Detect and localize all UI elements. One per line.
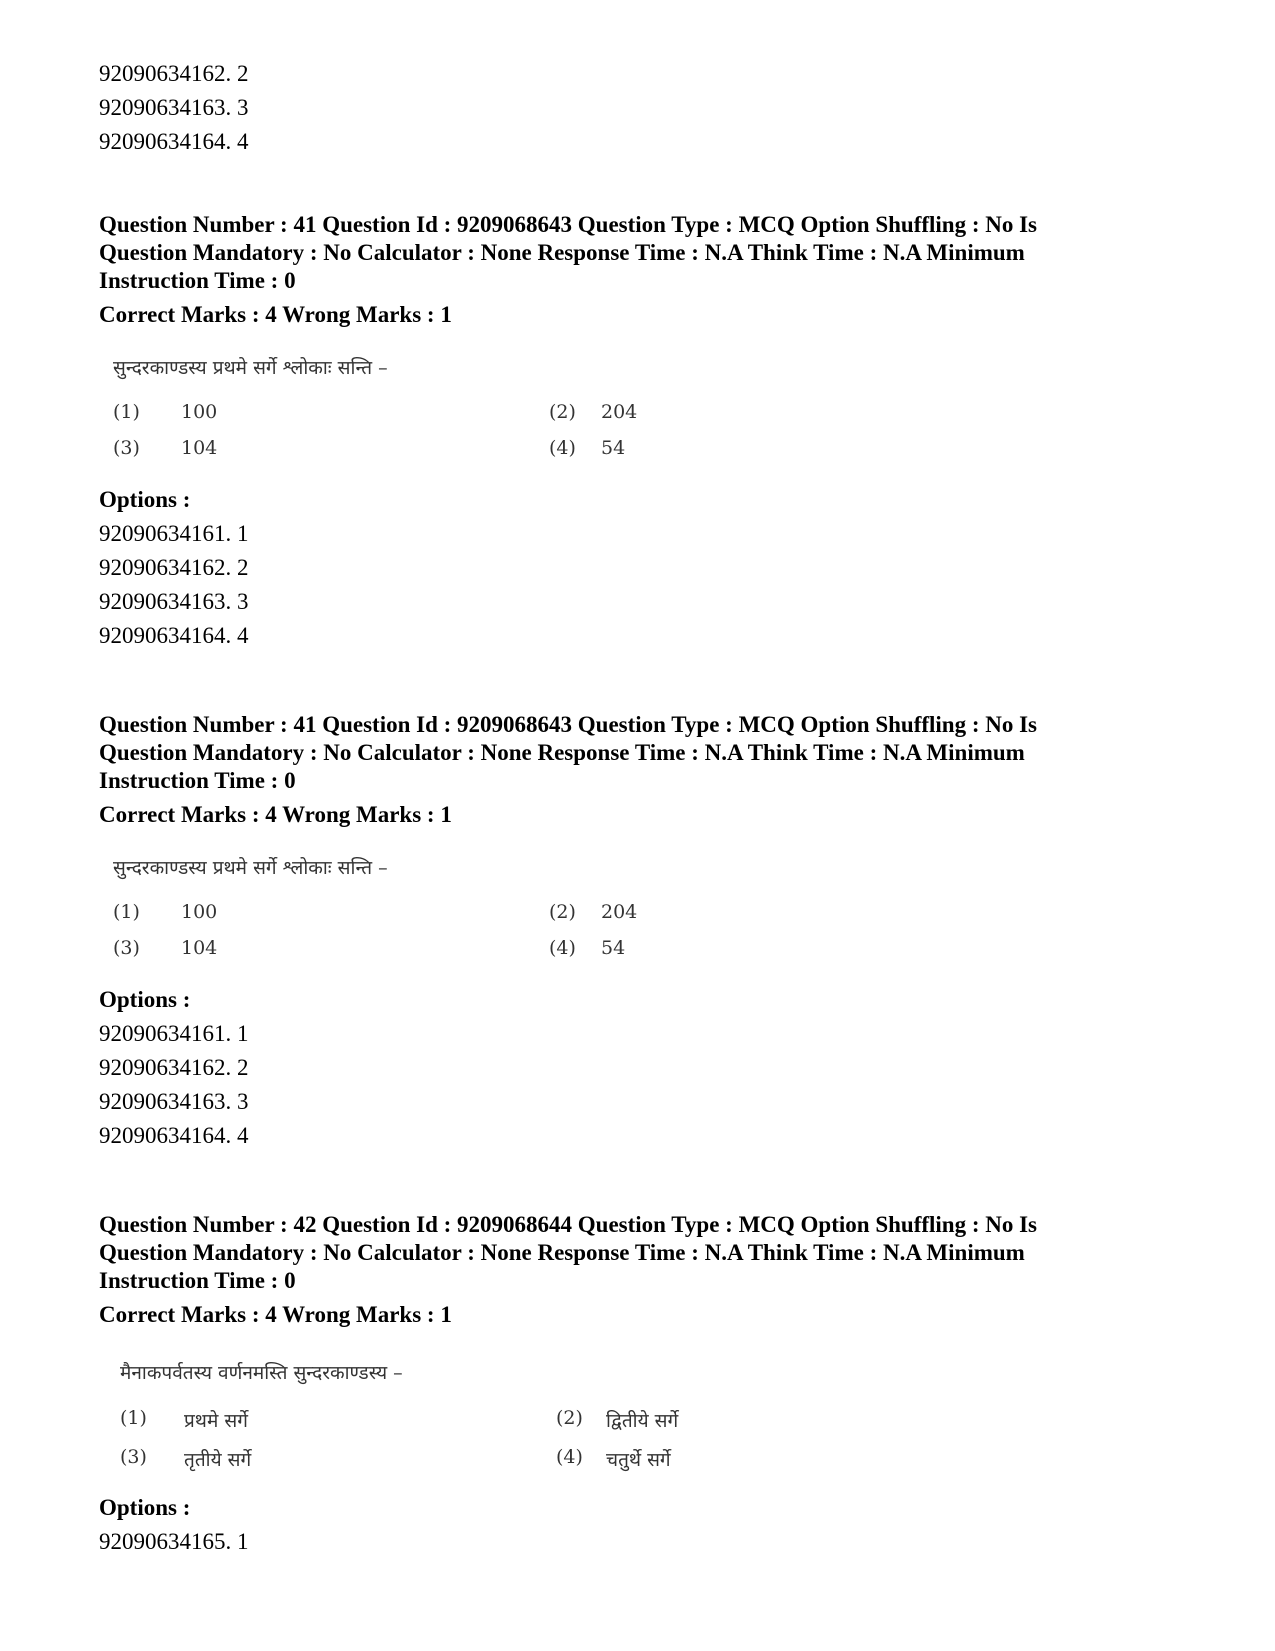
option-line: 92090634162. 2 <box>99 1055 249 1080</box>
options-label: Options : <box>99 987 191 1012</box>
question-header: Instruction Time : 0 <box>99 1268 296 1293</box>
question-header: Instruction Time : 0 <box>99 268 296 293</box>
question-image <box>99 354 699 464</box>
question-header: Question Mandatory : No Calculator : None Response Time : N.A Think Time : N.A Minimum <box>99 740 1025 765</box>
option-line: 92090634161. 1 <box>99 521 249 546</box>
marks-line: Correct Marks : 4 Wrong Marks : 1 <box>99 802 452 827</box>
choice-text: प्रथमे सर्गे <box>184 1410 248 1432</box>
choice-text: 204 <box>601 401 638 423</box>
choice-number: (2) <box>556 1407 583 1429</box>
choice-number: (4) <box>549 437 576 459</box>
question-header: Question Mandatory : No Calculator : None Response Time : N.A Think Time : N.A Minimum <box>99 240 1025 265</box>
option-line: 92090634163. 3 <box>99 1089 249 1114</box>
choice-text: चतुर्थे सर्गे <box>606 1449 671 1471</box>
question-text: मैनाकपर्वतस्य वर्णनमस्ति सुन्दरकाण्डस्य – <box>120 1362 403 1384</box>
option-line: 92090634164. 4 <box>99 129 249 154</box>
question-header: Question Mandatory : No Calculator : None Response Time : N.A Think Time : N.A Minimum <box>99 1240 1025 1265</box>
choice-number: (3) <box>113 437 140 459</box>
option-line: 92090634162. 2 <box>99 61 249 86</box>
choice-text: 54 <box>601 437 626 459</box>
option-line: 92090634165. 1 <box>99 1529 249 1554</box>
option-line: 92090634164. 4 <box>99 623 249 648</box>
choice-number: (1) <box>113 901 140 923</box>
choice-text: 54 <box>601 937 626 959</box>
choice-number: (3) <box>120 1446 147 1468</box>
options-label: Options : <box>99 1495 191 1520</box>
option-line: 92090634162. 2 <box>99 555 249 580</box>
choice-number: (1) <box>113 401 140 423</box>
question-image <box>99 854 699 964</box>
choice-number: (3) <box>113 937 140 959</box>
choice-text: 100 <box>181 901 218 923</box>
question-image <box>106 1359 726 1479</box>
choice-text: 104 <box>181 437 218 459</box>
question-header: Instruction Time : 0 <box>99 768 296 793</box>
choice-text: 100 <box>181 401 218 423</box>
choice-number: (1) <box>120 1407 147 1429</box>
choice-text: 204 <box>601 901 638 923</box>
choice-number: (2) <box>549 901 576 923</box>
option-line: 92090634164. 4 <box>99 1123 249 1148</box>
choice-number: (4) <box>556 1446 583 1468</box>
options-label: Options : <box>99 487 191 512</box>
question-text: सुन्दरकाण्डस्य प्रथमे सर्गे श्लोकाः सन्ति – <box>113 357 388 379</box>
question-header: Question Number : 41 Question Id : 9209068643 Question Type : MCQ Option Shuffling : No Is <box>99 712 1038 737</box>
question-header: Question Number : 41 Question Id : 9209068643 Question Type : MCQ Option Shuffling : No Is <box>99 212 1038 237</box>
choice-text: तृतीये सर्गे <box>184 1449 252 1471</box>
option-line: 92090634161. 1 <box>99 1021 249 1046</box>
option-line: 92090634163. 3 <box>99 95 249 120</box>
choice-text: द्वितीये सर्गे <box>606 1410 679 1432</box>
choice-number: (2) <box>549 401 576 423</box>
question-text: सुन्दरकाण्डस्य प्रथमे सर्गे श्लोकाः सन्ति – <box>113 857 388 879</box>
choice-number: (4) <box>549 937 576 959</box>
option-line: 92090634163. 3 <box>99 589 249 614</box>
question-header: Question Number : 42 Question Id : 9209068644 Question Type : MCQ Option Shuffling : No Is <box>99 1212 1038 1237</box>
marks-line: Correct Marks : 4 Wrong Marks : 1 <box>99 1302 452 1327</box>
choice-text: 104 <box>181 937 218 959</box>
marks-line: Correct Marks : 4 Wrong Marks : 1 <box>99 302 452 327</box>
